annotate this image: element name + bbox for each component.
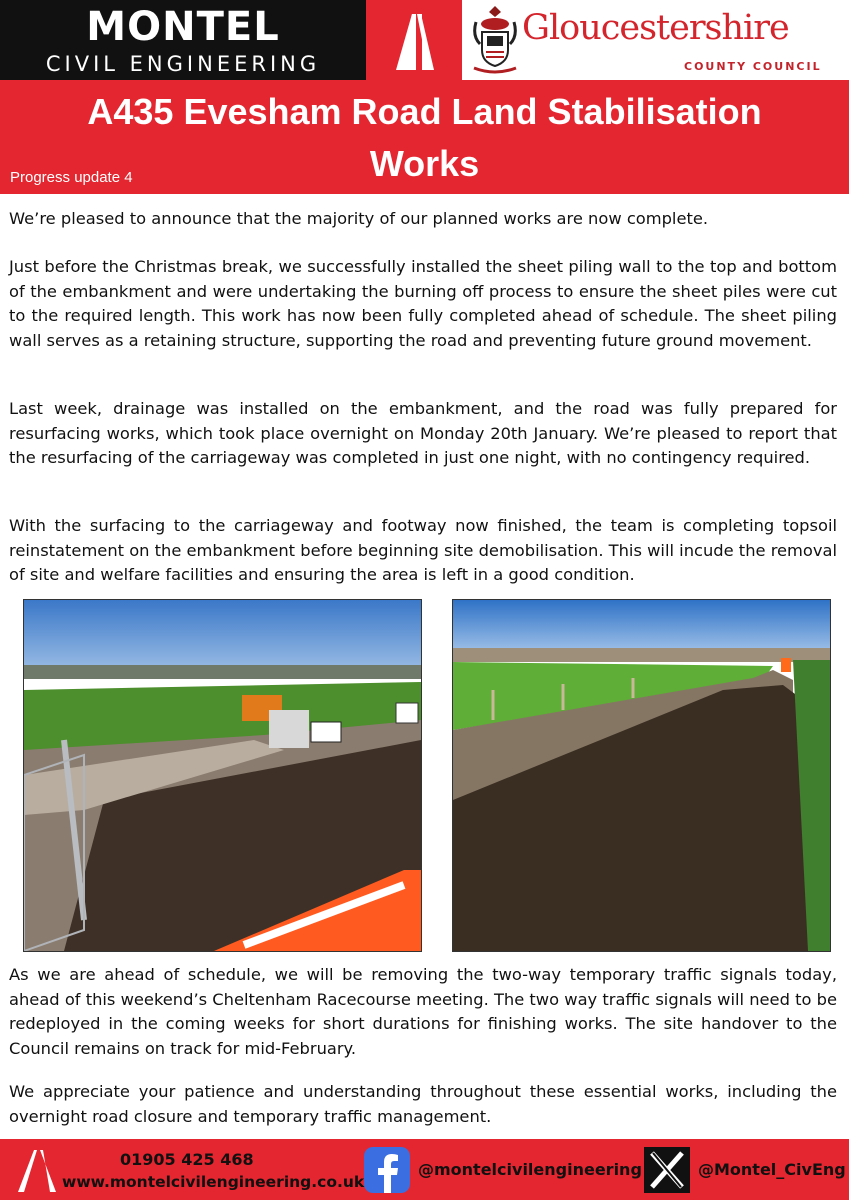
paragraph-drainage: Last week, drainage was installed on the embankment, and the road was fully prepared for resurfacing works, which took place overnight on Monday 20th January. We’re pleased to report that the resurfacing of the carriageway was completed in just one night, with no contingency required.: [9, 399, 837, 467]
site-photo-right: [452, 599, 831, 952]
company-name: MONTEL: [86, 4, 280, 50]
header: [0, 0, 849, 80]
paragraph-piling: Just before the Christmas break, we successfully installed the sheet piling wall to the top and bottom of the embankment and were undertaking the burning off process to ensure the sheet piles were cut to the required length. This work has now been fully completed ahead of schedule. The sheet piling wall serves as a retaining structure, supporting the road and preventing future ground movement.: [9, 257, 837, 350]
paragraph-surfacing: With the surfacing to the carriageway and footway now finished, the team is completing topsoil reinstatement on the embankment before beginning site demobilisation. This will incude the removal of site and welfare facilities and ensuring the area is left in a good condition.: [9, 516, 838, 584]
paragraph-signals: As we are ahead of schedule, we will be removing the two-way temporary traffic signals today, ahead of this weekend’s Cheltenham Racecourse meeting. The two way traffic signals will need to be redeployed in the coming weeks for short durations for finishing works. The site handover to the Council remains on track for mid-February.: [9, 965, 837, 1058]
montel-road-logo-icon: [12, 1146, 62, 1194]
council-name: Gloucestershire: [522, 8, 789, 48]
site-photo-left: [23, 599, 422, 952]
company-tagline: CIVIL ENGINEERING: [45, 52, 321, 76]
x-icon[interactable]: [644, 1147, 690, 1193]
council-tagline: COUNTY COUNCIL: [684, 60, 822, 73]
facebook-icon[interactable]: [364, 1147, 410, 1193]
road-logo-block: [366, 0, 462, 80]
footer-website-link[interactable]: www.montelcivilengineering.co.uk: [62, 1173, 365, 1191]
footer-phone[interactable]: 01905 425 468: [120, 1150, 254, 1169]
paragraph-intro: We’re pleased to announce that the majority of our planned works are now complete.: [9, 209, 709, 228]
progress-label: Progress update 4: [10, 169, 133, 186]
paragraph-thanks: We appreciate your patience and understanding throughout these essential works, including the overnight road closure and temporary traffic management.: [9, 1082, 837, 1126]
montel-road-logo-icon: [366, 0, 462, 80]
page-title: A435 Evesham Road Land Stabilisation Works: [87, 91, 762, 184]
footer-facebook-handle[interactable]: @montelcivilengineering: [418, 1160, 642, 1179]
footer-x-handle[interactable]: @Montel_CivEng: [698, 1160, 846, 1179]
gcc-crest-icon: [470, 4, 520, 76]
